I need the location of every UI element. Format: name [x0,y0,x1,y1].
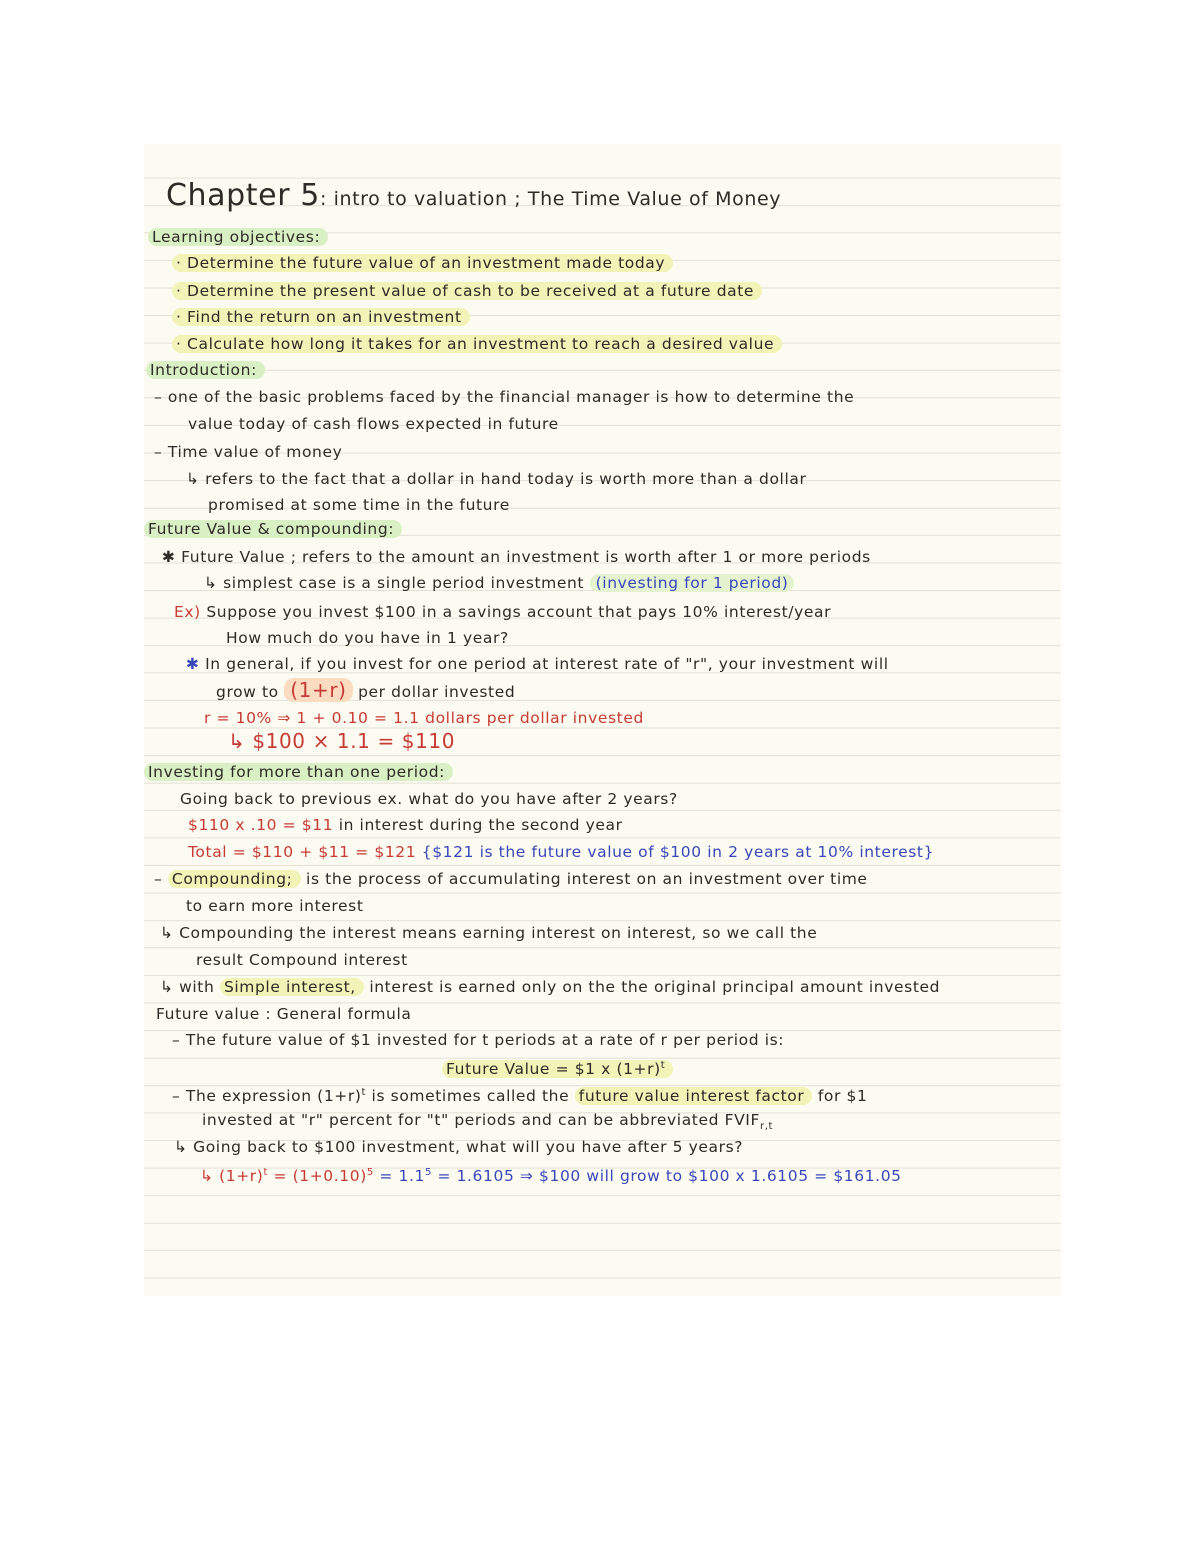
chapter-subtitle: : intro to valuation ; The Time Value of Money [319,188,782,210]
simplest-note: (investing for 1 period) [590,574,795,592]
simple-interest-line: ↳ with Simple interest, interest is earned only on the the original principal amount invested [160,978,941,996]
fv-formula-heading: Future value : General formula [156,1005,412,1023]
intro-line: – one of the basic problems faced by the financial manager is how to determine the [154,388,855,406]
objective-item: · Find the return on an investment [172,307,470,327]
compounding-definition: – Compounding; is the process of accumulating interest on an investment over time [154,870,868,888]
multi-period-heading: Investing for more than one period: [144,762,453,782]
fv-definition: ✱ Future Value ; refers to the amount an investment is worth after 1 or more periods [162,548,871,566]
intro-line: – Time value of money [154,443,343,461]
objective-item: · Determine the present value of cash to be received at a future date [172,281,762,301]
general-rule: ✱ In general, if you invest for one period at interest rate of "r", your investment will [186,655,889,673]
example-question: How much do you have in 1 year? [226,629,509,647]
calc-result: ↳ $100 × 1.1 = $110 [228,729,456,753]
star-icon: ✱ [186,655,200,673]
intro-line: promised at some time in the future [208,496,510,514]
fv-formula: Future Value = $1 x $(1+r)^t$ [442,1056,673,1079]
fvif-line-cont: invested at "r" percent for "t" periods and can be abbreviated $FVIF_{r,t}$ [202,1111,774,1133]
learning-objectives-heading: Learning objectives: [148,227,328,247]
multi-period-line: Going back to previous ex. what do you have after 2 years? [180,790,678,808]
multi-period-line: $110 x .10 = $11 in interest during the second year [188,816,623,834]
fvif-line: – The expression $(1+r)^t$ is sometimes called the future value interest factor for $1 [172,1087,868,1106]
notebook-page [144,144,1061,1296]
chapter-label: Chapter 5 [166,178,320,213]
fv-compounding-heading: Future Value & compounding: [144,519,402,539]
compounding-line: ↳ Compounding the interest means earning interest on interest, so we call the [160,924,818,942]
general-rule-cont: grow to (1+r) per dollar invested [216,678,516,702]
fv-example-question: ↳ Going back to $100 investment, what will you have after 5 years? [174,1138,744,1156]
fv-formula-line: – The future value of $1 invested for t periods at a rate of r per period is: [172,1031,785,1049]
example-line: Ex) Suppose you invest $100 in a savings account that pays 10% interest/year [174,603,832,621]
calc-line: r = 10% ⇒ 1 + 0.10 = 1.1 dollars per dollar invested [204,709,644,727]
multi-period-total: Total = $110 + $11 = $121 {$121 is the future value of $100 in 2 years at 10% interest} [188,843,935,861]
compounding-cont: to earn more interest [186,897,364,915]
page-title [166,178,782,213]
intro-line: ↳ refers to the fact that a dollar in hand today is worth more than a dollar [186,470,807,488]
compounding-line: result Compound interest [196,951,408,969]
growth-factor: (1+r) [284,678,352,702]
intro-line: value today of cash flows expected in future [188,415,559,433]
fv-simplest-case: ↳ simplest case is a single period investment (investing for 1 period) [204,573,794,593]
example-label: Ex) [174,603,201,621]
objective-item: · Determine the future value of an investment made today [172,253,673,273]
introduction-heading: Introduction: [146,360,265,380]
fv-example-calc: ↳ $(1+r)^t = (1+0.10)^5 = 1.1^5 = 1.6105$ ⇒ $100 will grow to $100 x 1.6105 = $161.05 [200,1167,902,1186]
objective-item: · Calculate how long it takes for an investment to reach a desired value [172,334,782,354]
